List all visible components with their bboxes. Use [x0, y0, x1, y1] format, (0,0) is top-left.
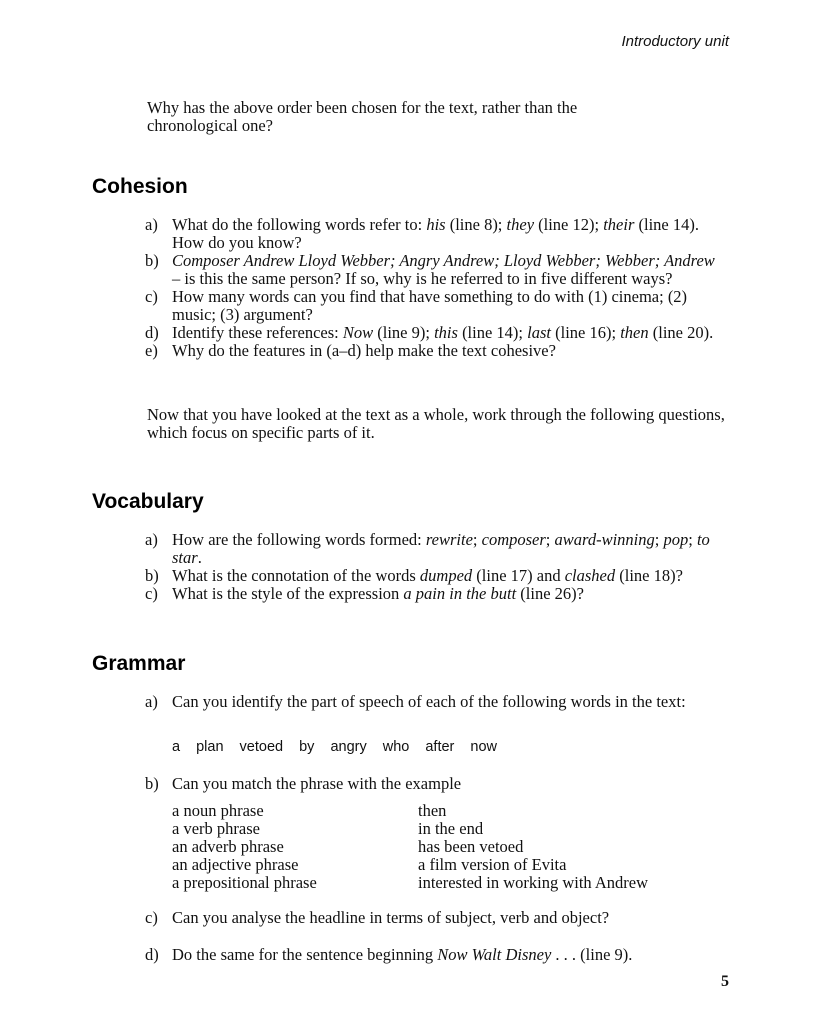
question-text-fragment: – is this the same person? If so, why is he referred to in five different ways? [172, 269, 673, 288]
phrase-example: interested in working with Andrew [418, 873, 649, 892]
cohesion-question-1 [145, 252, 725, 288]
phrase-type-column [172, 802, 317, 892]
phrase-example: in the end [418, 819, 484, 838]
intro-question: Why has the above order been chosen for the text, rather than the chronological one? [147, 98, 578, 135]
question-text-fragment: Identify these references: [172, 323, 343, 342]
cohesion-question-0 [145, 216, 725, 252]
vocabulary-question-list [145, 531, 725, 603]
question-text-fragment: How are the following words formed: [172, 530, 426, 549]
phrase-type: an adjective phrase [172, 855, 299, 874]
question-text-fragment: (line 16); [550, 323, 621, 342]
question-text: Can you match the phrase with the example [172, 774, 462, 793]
quoted-sentence-start: Now Walt Disney [437, 945, 552, 964]
cohesion-question-3 [145, 324, 725, 342]
question-text-start: Do the same for the sentence beginning [172, 945, 438, 964]
question-text-fragment: ; [545, 530, 555, 549]
question-text-fragment: . [197, 548, 202, 567]
question-text-fragment: ; [472, 530, 482, 549]
question-text-fragment: (line 8); [445, 215, 507, 234]
phrase-type: an adverb phrase [172, 837, 284, 856]
grammar-question-c [145, 909, 725, 927]
question-label: a) [145, 215, 158, 234]
question-text-fragment: (line 14). How do you know? [172, 215, 699, 252]
question-text [172, 324, 725, 342]
cited-word: a pain in the butt [403, 584, 517, 603]
vocabulary-question-1 [145, 567, 725, 585]
question-label: d) [145, 323, 159, 342]
question-text [172, 342, 725, 360]
question-label: d) [145, 945, 159, 964]
running-head: Introductory unit [621, 33, 729, 50]
question-text-fragment: What is the connotation of the words [172, 566, 420, 585]
cited-word: Composer Andrew Lloyd Webber; Angry Andrew; Lloyd Webber; Webber; Andrew [172, 251, 715, 270]
question-label: e) [145, 341, 158, 360]
cited-word: rewrite [425, 530, 473, 549]
cited-word: composer [481, 530, 546, 549]
cohesion-question-2 [145, 288, 725, 324]
phrase-type: a prepositional phrase [172, 873, 317, 892]
question-text [172, 567, 725, 585]
question-text-fragment: ; [688, 530, 697, 549]
cited-word: his [426, 215, 446, 234]
question-text-fragment: (line 20). [648, 323, 714, 342]
question-label: a) [145, 530, 158, 549]
phrase-example: has been vetoed [418, 837, 524, 856]
cited-word: pop [663, 530, 689, 549]
question-text-end: . . . (line 9). [551, 945, 633, 964]
cohesion-question-list [145, 216, 725, 360]
question-text [172, 946, 725, 964]
phrase-type: a verb phrase [172, 819, 260, 838]
question-text-fragment: (line 18)? [615, 566, 683, 585]
question-text-fragment: (line 26)? [516, 584, 584, 603]
vocabulary-question-0 [145, 531, 725, 567]
vocabulary-question-2 [145, 585, 725, 603]
cohesion-question-4 [145, 342, 725, 360]
question-text [172, 288, 725, 324]
question-text [172, 216, 725, 252]
question-text: Can you analyse the headline in terms of subject, verb and object? [172, 908, 610, 927]
cited-word: award-winning [554, 530, 655, 549]
question-label: c) [145, 908, 158, 927]
question-text-fragment: ; [654, 530, 664, 549]
cited-word: this [434, 323, 458, 342]
cohesion-closing-paragraph: Now that you have looked at the text as a whole, work through the following questions, which focus on specific parts of it. [147, 405, 725, 442]
question-label: a) [145, 692, 158, 711]
question-label: c) [145, 287, 158, 306]
grammar-question-b [145, 775, 725, 793]
phrase-example: a film version of Evita [418, 855, 567, 874]
phrase-example: then [418, 801, 447, 820]
cited-word: clashed [564, 566, 616, 585]
cohesion-heading: Cohesion [92, 175, 188, 198]
grammar-question-d [145, 946, 725, 964]
page-number: 5 [721, 973, 729, 990]
phrase-type: a noun phrase [172, 801, 264, 820]
vocabulary-heading: Vocabulary [92, 490, 204, 513]
cited-word: to star [172, 530, 710, 567]
question-text-fragment: (line 9); [373, 323, 435, 342]
cited-word: their [603, 215, 635, 234]
question-text-fragment: What is the style of the expression [172, 584, 404, 603]
grammar-heading: Grammar [92, 652, 186, 675]
cited-word: then [620, 323, 649, 342]
question-text-fragment: Why do the features in (a–d) help make the text cohesive? [172, 341, 556, 360]
question-text [172, 531, 725, 567]
cited-word: Now [342, 323, 374, 342]
question-text [172, 585, 725, 603]
word-list: a plan vetoed by angry who after now [172, 739, 498, 755]
question-label: b) [145, 251, 159, 270]
question-text-fragment: (line 12); [534, 215, 604, 234]
cited-word: dumped [419, 566, 473, 585]
grammar-question-a [145, 693, 725, 711]
cited-word: they [506, 215, 535, 234]
question-text [172, 252, 725, 288]
question-text-fragment: How many words can you find that have something to do with (1) cinema; (2) music; (3) argument? [172, 287, 688, 324]
example-column [418, 802, 648, 892]
question-label: b) [145, 566, 159, 585]
cited-word: last [527, 323, 551, 342]
question-text: Can you identify the part of speech of each of the following words in the text: [172, 692, 686, 711]
question-text-fragment: (line 14); [457, 323, 528, 342]
question-text-fragment: (line 17) and [472, 566, 565, 585]
question-text-fragment: What do the following words refer to: [172, 215, 427, 234]
question-label: b) [145, 774, 159, 793]
question-label: c) [145, 584, 158, 603]
